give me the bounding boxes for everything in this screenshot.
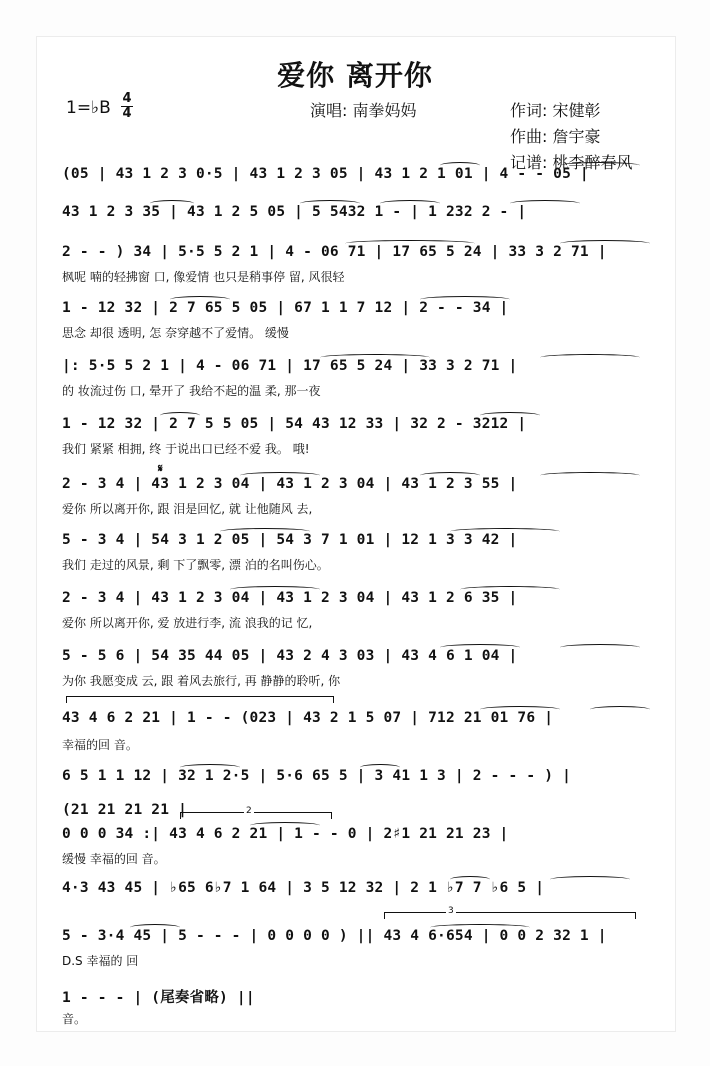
segno-sign: 𝄋 <box>158 462 163 475</box>
slur <box>540 354 640 361</box>
slur <box>460 586 560 593</box>
slur-bracket <box>66 696 334 703</box>
slur <box>345 240 475 247</box>
slur <box>540 472 640 479</box>
lyric-line-16: 音。 <box>62 1012 87 1026</box>
meter-top: 4 <box>122 91 132 106</box>
triplet-number: 3 <box>448 906 454 916</box>
notation-line-15: 5 - 3·4 45 | 5 - - - | 0 0 0 0 ) || 43 4 6·654 | 0 0 2 32 1 | <box>62 928 607 944</box>
slur <box>230 586 320 593</box>
lyric-line-5: 的 妆流过伤 口, 晕开了 我给不起的温 柔, 那一夜 <box>62 384 321 398</box>
slur <box>560 644 640 651</box>
singer-credit: 演唱: 南拳妈妈 <box>310 101 417 120</box>
notation-line-2: 43 1 2 3 35 | 43 1 2 5 05 | 5 5432 1 - | 1 232 2 - | <box>62 204 527 220</box>
volta-bracket <box>180 812 332 819</box>
slur <box>250 822 320 829</box>
lyric-line-8: 我们 走过的风景, 剩 下了飘零, 漂 泊的名叫伤心。 <box>62 558 329 572</box>
notation-line-4: 1 - 12 32 | 2 7 65 5 05 | 67 1 1 7 12 | 2 - - 34 | <box>62 300 509 316</box>
notation-line-1: (05 | 43 1 2 3 0·5 | 43 1 2 3 05 | 43 1 2 1 01 | 4 - - 05 | <box>62 166 589 182</box>
notation-line-11: 43 4 6 2 21 | 1 - - (023 | 43 2 1 5 07 | 712 21 01 76 | <box>62 710 554 726</box>
notation-line-8: 5 - 3 4 | 54 3 1 2 05 | 54 3 7 1 01 | 12 1 3 3 42 | <box>62 532 518 548</box>
slur <box>420 472 480 479</box>
slur <box>320 354 430 361</box>
notation-line-3: 2 - - ) 34 | 5·5 5 2 1 | 4 - 06 71 | 17 65 5 24 | 33 3 2 71 | <box>62 244 607 260</box>
slur <box>420 296 510 303</box>
key-signature: 1=♭B <box>66 98 111 118</box>
slur <box>480 412 540 419</box>
slur <box>560 162 640 169</box>
triplet-bracket <box>384 912 636 919</box>
slur <box>440 162 480 169</box>
slur <box>150 200 194 207</box>
notation-line-16: 1 - - - | (尾奏省略) || <box>62 990 255 1006</box>
slur <box>170 296 230 303</box>
composer-credit: 作曲: 詹宇豪 <box>510 127 601 146</box>
slur <box>240 472 320 479</box>
lyric-line-7: 爱你 所以离开你, 跟 泪是回忆, 就 让他随风 去, <box>62 502 313 516</box>
lyric-line-11: 幸福的回 音。 <box>62 738 138 752</box>
slur <box>560 240 650 247</box>
lyric-line-15: D.S 幸福的 回 <box>62 954 139 968</box>
notation-line-5: |: 5·5 5 2 1 | 4 - 06 71 | 17 65 5 24 | 33 3 2 71 | <box>62 358 518 374</box>
lyric-line-3: 枫呢 喃的轻拂窗 口, 像爱情 也只是稍事停 留, 风很轻 <box>62 270 345 284</box>
notation-line-9: 2 - 3 4 | 43 1 2 3 04 | 43 1 2 3 04 | 43 1 2 6 35 | <box>62 590 518 606</box>
time-signature <box>120 92 134 121</box>
slur <box>450 528 560 535</box>
lyric-line-6: 我们 紧紧 相拥, 终 于说出口已经不爱 我。 哦! <box>62 442 310 456</box>
transcriber-credit: 记谱: 桃李醉春风 <box>510 153 633 172</box>
slur <box>180 764 240 771</box>
slur <box>480 706 560 713</box>
lyric-line-4: 思念 却很 透明, 怎 奈穿越不了爱情。 缓慢 <box>62 326 289 340</box>
slur <box>160 412 200 419</box>
song-title: 爱你 离开你 <box>277 59 433 92</box>
slur <box>510 200 580 207</box>
slur <box>590 706 650 713</box>
slur <box>430 924 530 931</box>
meter-bottom: 4 <box>122 106 132 121</box>
notation-line-13: 0 0 0 34 :| 43 4 6 2 21 | 1 - - 0 | 2♯1 21 21 23 | <box>62 826 509 842</box>
notation-line-13a: (21 21 21 21 | <box>62 802 188 818</box>
volta-number: 2 <box>246 806 252 816</box>
slur <box>300 200 360 207</box>
notation-line-14: 4·3 43 45 | ♭65 6♭7 1 64 | 3 5 12 32 | 2 1 ♭7 7 ♭6 5 | <box>62 880 545 896</box>
slur <box>550 876 630 883</box>
lyric-line-13: 缓慢 幸福的回 音。 <box>62 852 166 866</box>
slur <box>360 764 400 771</box>
lyric-line-10: 为你 我愿变成 云, 跟 着风去旅行, 再 静静的聆听, 你 <box>62 674 341 688</box>
slur <box>440 644 520 651</box>
notation-line-6: 1 - 12 32 | 2 7 5 5 05 | 54 43 12 33 | 32 2 - 3212 | <box>62 416 527 432</box>
notation-line-12: 6 5 1 1 12 | 32 1 2·5 | 5·6 65 5 | 3 41 1 3 | 2 - - - ) | <box>62 768 571 784</box>
slur <box>130 924 180 931</box>
lyric-line-9: 爱你 所以离开你, 爱 放进行李, 流 浪我的记 忆, <box>62 616 313 630</box>
slur <box>220 528 310 535</box>
notation-line-7: 2 - 3 4 | 43 1 2 3 04 | 43 1 2 3 04 | 43 1 2 3 55 | <box>62 476 518 492</box>
lyricist-credit: 作词: 宋健彰 <box>510 101 601 120</box>
slur <box>380 200 440 207</box>
notation-line-10: 5 - 5 6 | 54 35 44 05 | 43 2 4 3 03 | 43 4 6 1 04 | <box>62 648 518 664</box>
slur <box>450 876 490 883</box>
